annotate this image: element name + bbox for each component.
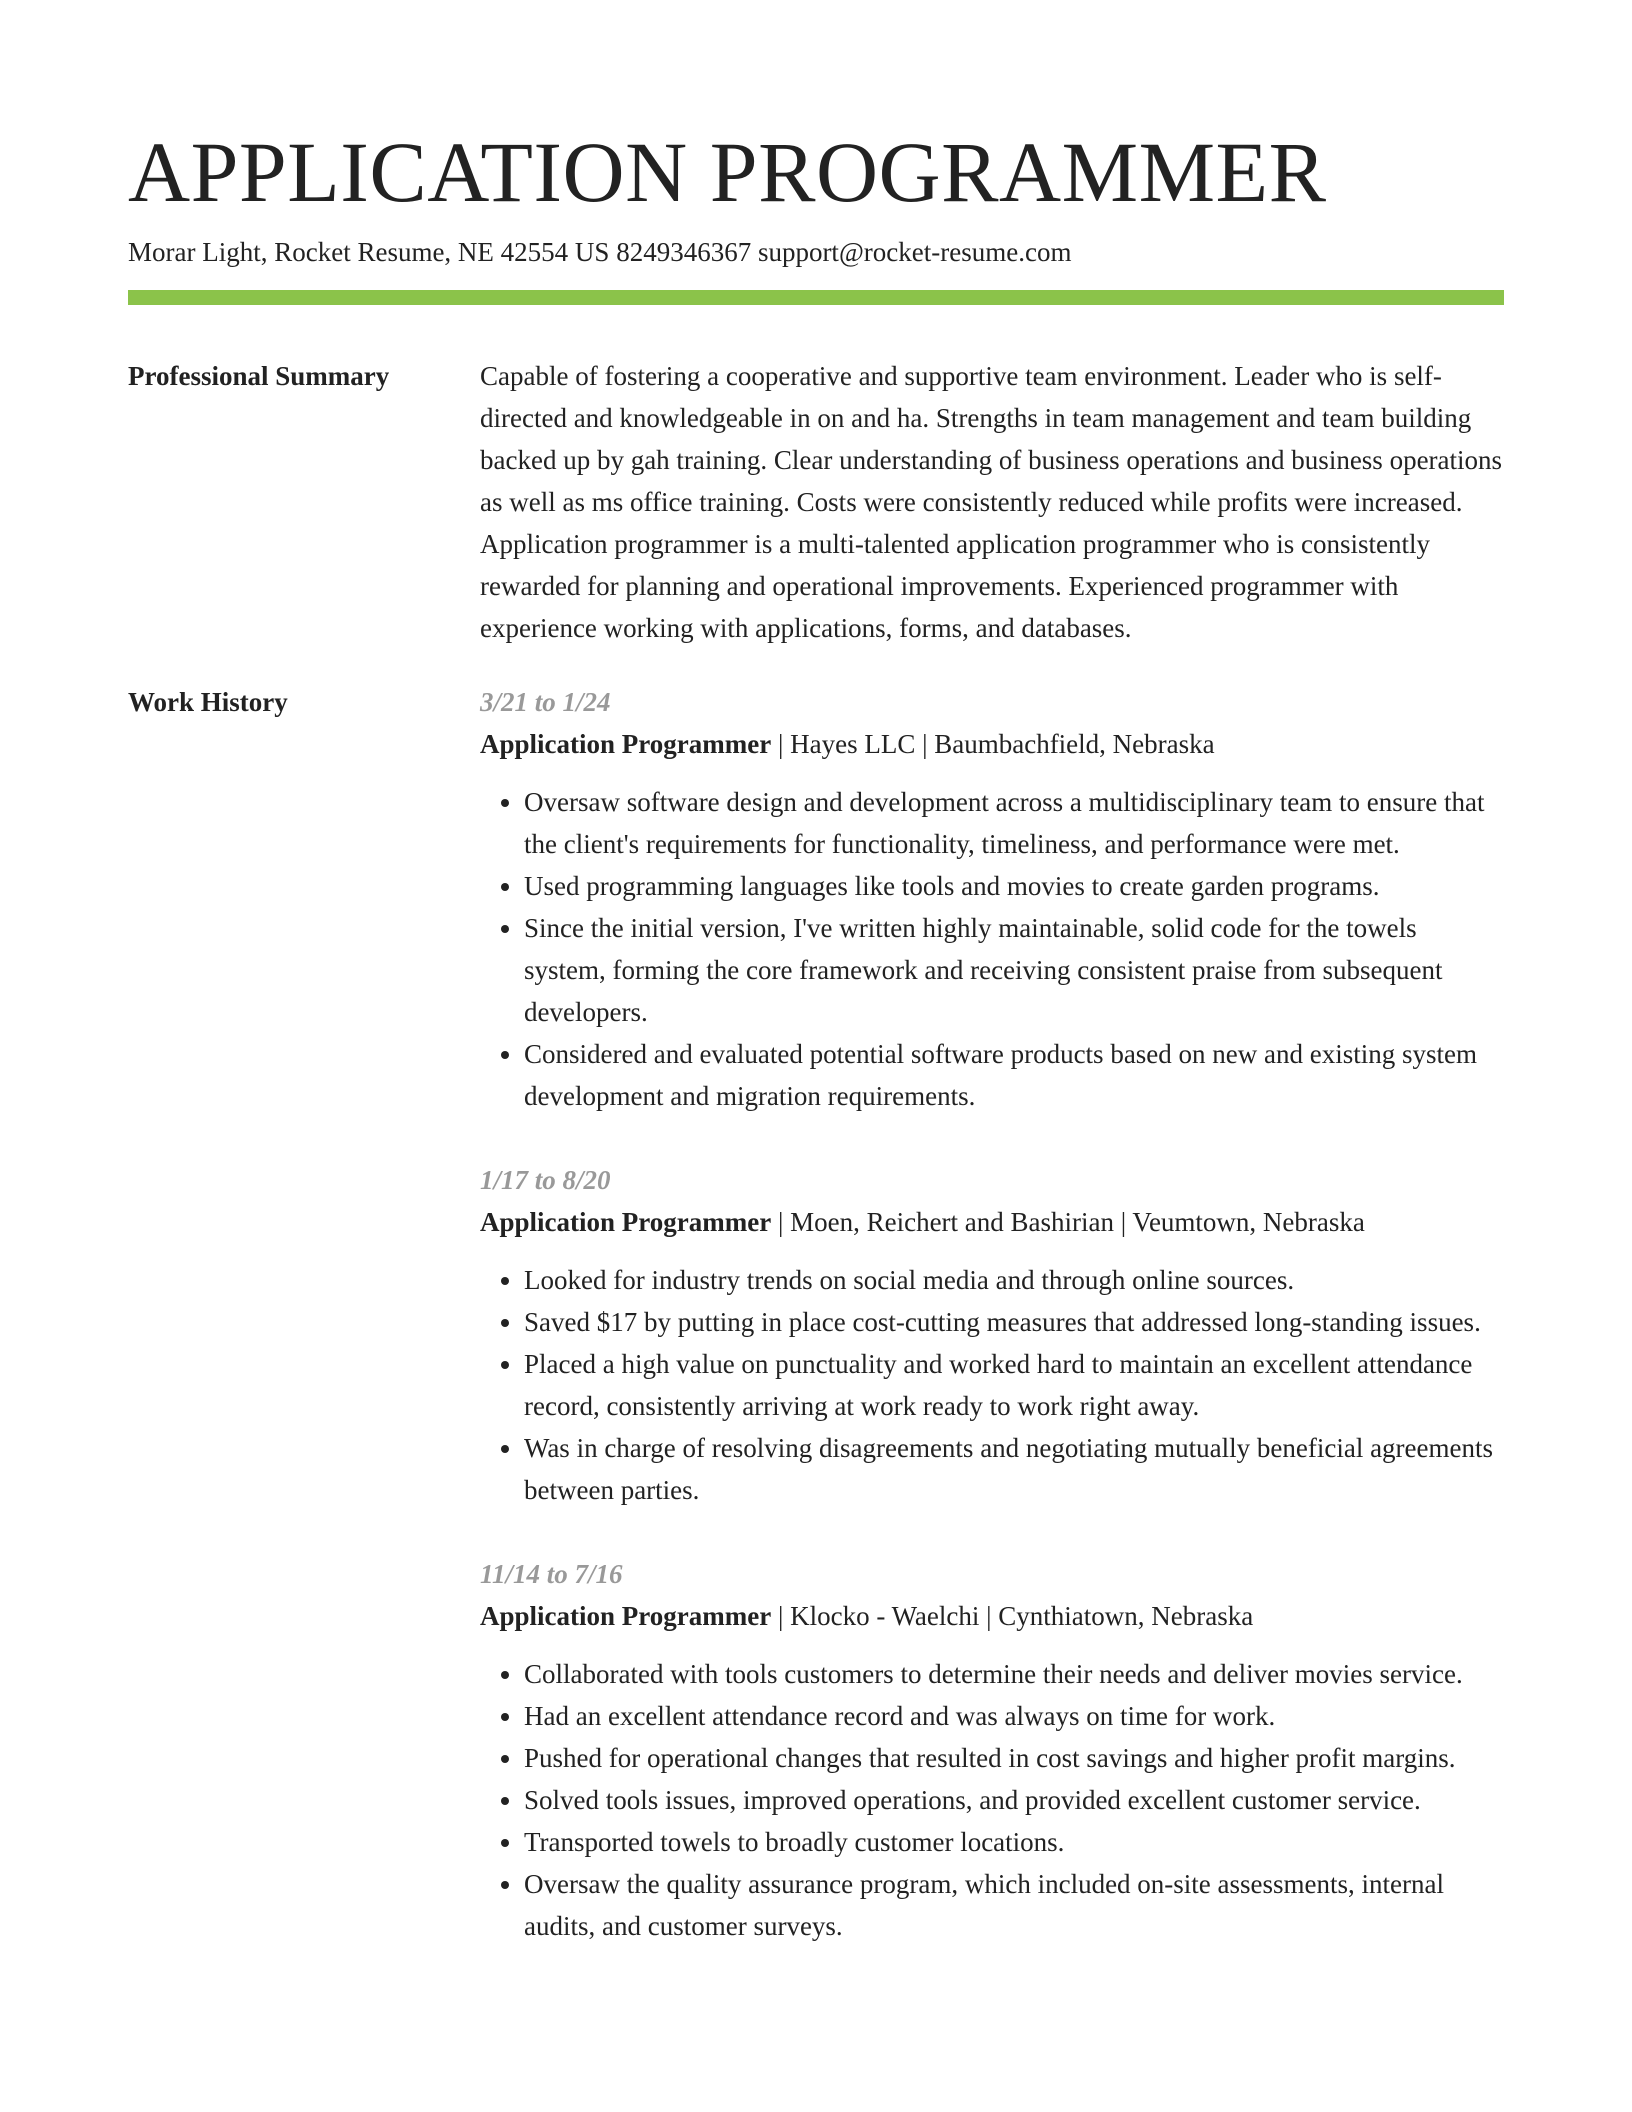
page-title: APPLICATION PROGRAMMER (128, 124, 1327, 220)
job-entry (480, 681, 1504, 1117)
job-role: Application Programmer (480, 1207, 772, 1237)
job-entry (480, 1159, 1504, 1511)
job-role: Application Programmer (480, 729, 772, 759)
job-bullets (480, 1653, 1504, 1947)
job-bullets (480, 781, 1504, 1117)
job-dates: 1/17 to 8/20 (480, 1165, 611, 1195)
summary-text: Capable of fostering a cooperative and supportive team environment. Leader who is self-directed and knowledgeable in on and ha. Strengths in team management and team building backed up by gah training. Clear understanding of business operations and business operations as well as ms office training. Costs were consistently reduced while profits were increased. Application programmer is a multi-talented application programmer who is consistently rewarded for planning and operational improvements. Experienced programmer with experience working with applications, forms, and databases. (480, 361, 1503, 643)
job-details: | Hayes LLC | Baumbachfield, Nebraska (771, 729, 1215, 759)
work-history-body (480, 681, 1504, 1989)
list-item: • Since the initial version, I've written highly maintainable, solid code for the towels system, forming the core framework and receiving consistent praise from subsequent developers. (524, 907, 1504, 1033)
list-item: • Saved $17 by putting in place cost-cutting measures that addressed long-standing issues. (524, 1301, 1504, 1343)
job-entry (480, 1553, 1504, 1947)
job-details: | Moen, Reichert and Bashirian | Veumtown, Nebraska (771, 1207, 1365, 1237)
list-item: • Transported towels to broadly customer locations. (524, 1821, 1504, 1863)
contact-line: Morar Light, Rocket Resume, NE 42554 US 8249346367 support@rocket-resume.com (128, 237, 1072, 267)
summary-body (480, 355, 1504, 649)
list-item: • Oversaw the quality assurance program, which included on-site assessments, internal audits, and customer surveys. (524, 1863, 1504, 1947)
work-history-section (128, 681, 1504, 1989)
job-heading (480, 1595, 1504, 1637)
section-label-work-history: Work History (128, 687, 288, 717)
job-dates: 3/21 to 1/24 (480, 687, 611, 717)
list-item: • Collaborated with tools customers to determine their needs and deliver movies service. (524, 1653, 1504, 1695)
list-item: • Oversaw software design and development across a multidisciplinary team to ensure that the client's requirements for functionality, timeliness, and performance were met. (524, 781, 1504, 865)
resume-page (128, 118, 1504, 1989)
list-item: • Used programming languages like tools and movies to create garden programs. (524, 865, 1504, 907)
list-item: • Considered and evaluated potential software products based on new and existing system development and migration requirements. (524, 1033, 1504, 1117)
list-item: • Solved tools issues, improved operations, and provided excellent customer service. (524, 1779, 1504, 1821)
job-role: Application Programmer (480, 1601, 772, 1631)
job-bullets (480, 1259, 1504, 1511)
list-item: • Had an excellent attendance record and was always on time for work. (524, 1695, 1504, 1737)
list-item: • Looked for industry trends on social media and through online sources. (524, 1259, 1504, 1301)
job-details: | Klocko - Waelchi | Cynthiatown, Nebraska (771, 1601, 1254, 1631)
job-heading (480, 723, 1504, 765)
list-item: • Placed a high value on punctuality and worked hard to maintain an excellent attendance record, consistently arriving at work ready to work right away. (524, 1343, 1504, 1427)
list-item: • Was in charge of resolving disagreements and negotiating mutually beneficial agreements between parties. (524, 1427, 1504, 1511)
header-divider (128, 290, 1504, 305)
section-label-summary: Professional Summary (128, 361, 390, 391)
job-heading (480, 1201, 1504, 1243)
professional-summary-section (128, 355, 1504, 649)
job-dates: 11/14 to 7/16 (480, 1559, 623, 1589)
list-item: • Pushed for operational changes that resulted in cost savings and higher profit margins. (524, 1737, 1504, 1779)
